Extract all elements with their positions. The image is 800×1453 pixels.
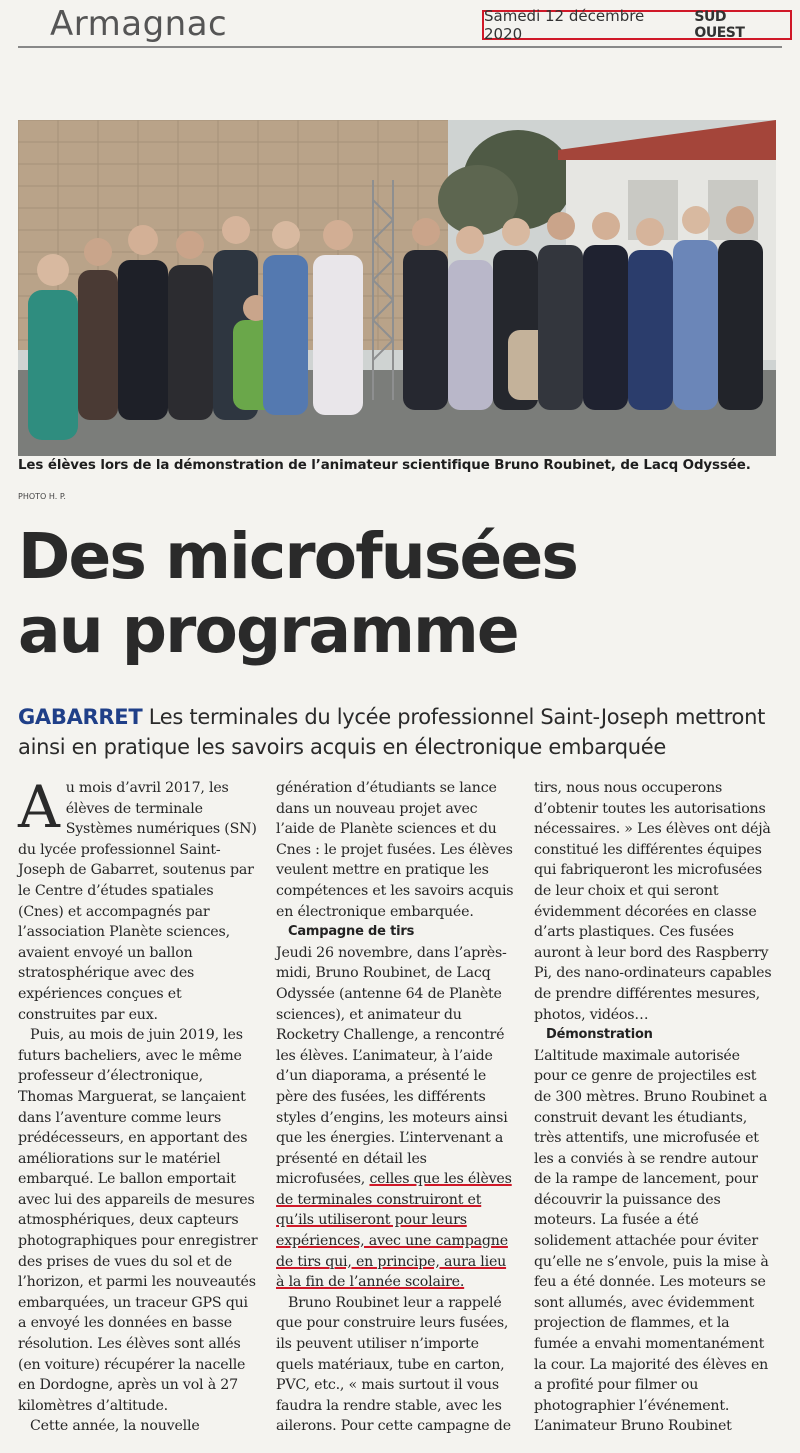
- drop-cap: A: [18, 773, 60, 841]
- group-photo-illustration: [18, 120, 776, 456]
- dek: [18, 702, 788, 762]
- highlighted-text: celles que les élèves de terminales construiront et qu’ils utiliseront pour leurs expériences, avec une campagne de tirs qui, en principe, aura lieu à la fin de l’année scolaire.: [276, 1171, 512, 1291]
- article-paragraph: [18, 773, 260, 1025]
- paragraph-text: Jeudi 26 novembre, dans l’après-midi, Bruno Roubinet, de Lacq Odyssée (antenne 64 de Planète sciences), et animateur du Rocketry Challenge, a rencontré les élèves. L’animateur, à l’aide d’un diaporama, a présenté le père des fusées, les différents styles d’engins, les moteurs ainsi que les énergies. L’intervenant a présenté en détail les microfusées,: [276, 944, 508, 1188]
- article-paragraph: génération d’étudiants se lance dans un nouveau projet avec l’aide de Planète sciences et du Cnes : le projet fusées. Les élèves veulent mettre en pratique les compétences et les savoirs acquis en électronique embarquée.: [276, 780, 514, 920]
- paragraph-text: u mois d’avril 2017, les élèves de terminale Systèmes numériques (SN) du lycée professionnel Saint-Joseph de Gabarret, soutenus par le Centre d’études spatiales (Cnes) et accompagnés par l’association Planète sciences, avaient envoyé un ballon stratosphérique avec des expériences conçues et construites par eux.: [18, 780, 257, 1023]
- photo-caption: Les élèves lors de la démonstration de l’animateur scientifique Bruno Roubinet, de Lacq Odyssée.: [18, 458, 751, 473]
- newspaper-name: SUD OUEST: [694, 9, 745, 41]
- article-paragraph: Bruno Roubinet leur a rappelé que pour construire leurs fusées, ils peuvent utiliser n’importe quels matériaux, tube en carton, PVC, etc., « mais surtout il vous faudra la rendre stable, avec les ailerons. Pour cette campagne de: [276, 1294, 511, 1435]
- article-paragraph: L’altitude maximale autorisée pour ce genre de projectiles est de 300 mètres. Bruno Roubinet a construit devant les étudiants, très attentifs, une microfusée et les a conviés à se rendre autour de la rampe de lancement, pour découvrir la puissance des moteurs. La fusée a été solidement attachée pour éviter qu’elle ne s’envole, puis la mise à feu a été donnée. Les moteurs se sont allumés, avec évidemment projection de flammes, et la fumée a envahi momentanément la cour. La majorité des élèves en a profité pour filmer ou photographier l’événement. L’animateur Bruno Roubinet: [534, 1047, 769, 1435]
- article-column-2: [276, 778, 518, 1437]
- header-rule: [18, 46, 782, 48]
- article-paragraph: tirs, nous nous occuperons d’obtenir toutes les autorisations nécessaires. » Les élèves ont déjà constitué les différentes équipes qui fabriqueront les microfusées de leur choix et qui seront évidemment décorées en classe d’arts plastiques. Ces fusées auront à leur bord des Raspberry Pi, des nano-ordinateurs capables de prendre différentes mesures, photos, vidéos…: [534, 780, 772, 1023]
- issue-date: Samedi 12 décembre 2020: [484, 7, 645, 43]
- article-paragraph: Puis, au mois de juin 2019, les futurs bacheliers, avec le même professeur d’électronique, Thomas Marguerat, se lançaient dans l’aventure comme leurs prédécesseurs, en apportant des améliorations sur le matériel embarqué. Le ballon emportait avec lui des appareils de mesures atmosphériques, deux capteurs photographiques pour enregistrer des prises de vues du sol et de l’horizon, et parmi les nouveautés embarquées, un traceur GPS qui a envoyé les données en basse résolution. Les élèves sont allés (en voiture) récupérer la nacelle en Dordogne, après un vol à 27 kilomètres d’altitude.: [18, 1027, 258, 1414]
- headline: [18, 520, 788, 668]
- section-title: Armagnac: [50, 4, 228, 44]
- headline-line-1: Des microfusées: [18, 520, 578, 593]
- article-paragraph: Cette année, la nouvelle: [30, 1418, 200, 1435]
- article-column-3: [534, 778, 776, 1437]
- photo-credit: PHOTO H. P.: [18, 492, 66, 501]
- dateline-place: GABARRET: [18, 705, 143, 729]
- group-photo: [18, 120, 776, 456]
- article-column-1: [18, 773, 260, 1437]
- subhead-demonstration: Démonstration: [546, 1027, 653, 1043]
- article-paragraph: [276, 943, 518, 1293]
- headline-line-2: au programme: [18, 594, 518, 667]
- dek-text: Les terminales du lycée professionnel Saint-Joseph mettront ainsi en pratique les savoirs acquis en électronique embarquée: [18, 705, 766, 759]
- date-box: [482, 7, 792, 43]
- subhead-campagne: Campagne de tirs: [288, 924, 415, 940]
